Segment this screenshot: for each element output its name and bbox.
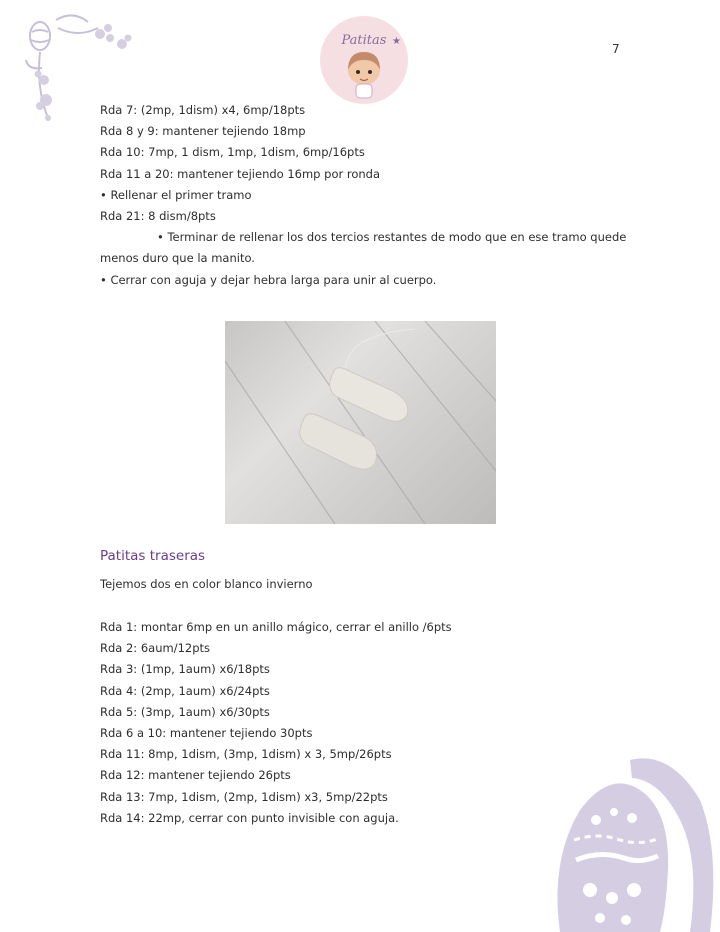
filling-note-line-2: menos duro que la manito. [100,251,255,266]
section-steps [100,617,452,829]
page-number: 7 [612,42,620,56]
star-icon: ★ [392,36,401,47]
instruction-line: Rda 21: 8 dism/8pts [100,209,216,224]
step-line: Rda 13: 7mp, 1dism, (2mp, 1dism) x3, 5mp/22pts [100,789,388,804]
step-line: Rda 1: montar 6mp en un anillo mágico, cerrar el anillo /6pts [100,620,452,634]
logo-text: Patitas [341,33,387,48]
step-line: Rda 3: (1mp, 1aum) x6/18pts [100,662,270,677]
step-line: Rda 5: (3mp, 1aum) x6/30pts [100,704,270,719]
instruction-line: • Rellenar el primer tramo [100,187,252,202]
instruction-line: Rda 8 y 9: mantener tejiendo 18mp [100,124,306,139]
instruction-line: Rda 7: (2mp, 1dism) x4, 6mp/18pts [100,103,306,117]
step-line: Rda 12: mantener tejiendo 26pts [100,768,291,783]
step-line: Rda 6 a 10: mantener tejiendo 30pts [100,726,313,741]
instructions-top [100,100,640,291]
section-title: Patitas traseras [100,548,206,564]
brand-logo [318,14,410,106]
photo-illustration [225,321,496,524]
step-line: Rda 11: 8mp, 1dism, (3mp, 1dism) x 3, 5mp/26pts [100,747,392,762]
section-intro: Tejemos dos en color blanco invierno [100,577,313,591]
instruction-line: Rda 10: 7mp, 1 dism, 1mp, 1dism, 6mp/16pts [100,145,365,160]
easter-eggs-decoration [540,740,720,932]
step-line: Rda 14: 22mp, cerrar con punto invisible con aguja. [100,810,399,825]
closing-note: • Cerrar con aguja y dejar hebra larga para unir al cuerpo. [100,272,437,287]
crochet-legs-photo [225,321,496,524]
step-line: Rda 2: 6aum/12pts [100,641,211,656]
instruction-line: Rda 11 a 20: mantener tejiendo 16mp por ronda [100,166,381,181]
filling-note-line-1: • Terminar de rellenar los dos tercios restantes de modo que en ese tramo quede [157,230,627,245]
step-line: Rda 4: (2mp, 1aum) x6/24pts [100,683,270,698]
